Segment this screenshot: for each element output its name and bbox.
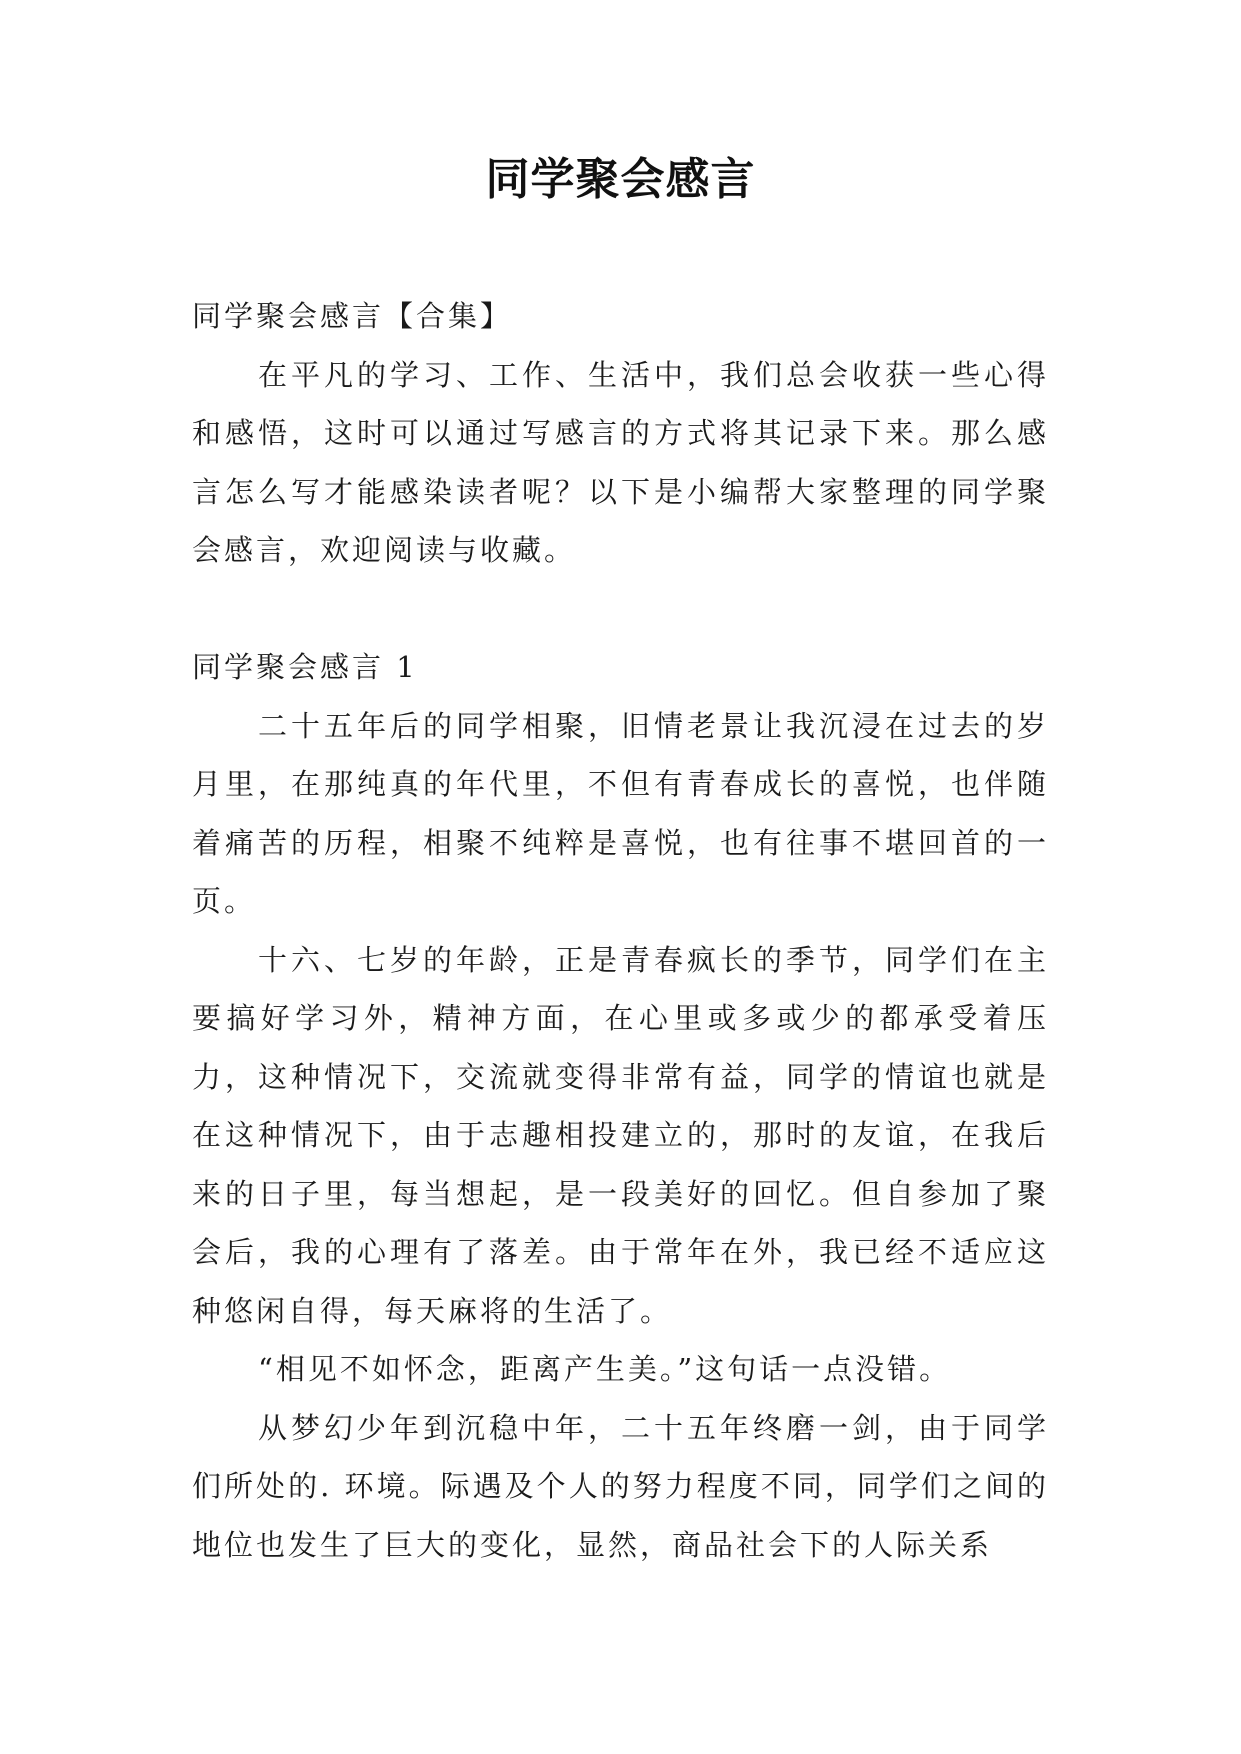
document-body <box>192 287 1049 1574</box>
collection-subtitle: 同学聚会感言【合集】 <box>192 299 513 333</box>
intro-paragraph: 在平凡的学习、工作、生活中，我们总会收获一些心得和感悟，这时可以通过写感言的方式将其记录下来。那么感言怎么写才能感染读者呢？以下是小编帮大家整理的同学聚会感言，欢迎阅读与收藏。 <box>192 357 1049 567</box>
body-paragraph: 从梦幻少年到沉稳中年，二十五年终磨一剑，由于同学们所处的. 环境。际遇及个人的努力程度不同，同学们之间的地位也发生了巨大的变化，显然，商品社会下的人际关系 <box>192 1410 1049 1562</box>
section-gap <box>192 580 1049 639</box>
body-paragraph: 二十五年后的同学相聚，旧情老景让我沉浸在过去的岁月里，在那纯真的年代里，不但有青春成长的喜悦，也伴随着痛苦的历程，相聚不纯粹是喜悦，也有往事不堪回首的一页。 <box>192 708 1049 918</box>
body-paragraph: 十六、七岁的年龄，正是青春疯长的季节，同学们在主要搞好学习外，精神方面，在心里或多或少的都承受着压力，这种情况下，交流就变得非常有益，同学的情谊也就是在这种情况下，由于志趣相投建立的，那时的友谊，在我后来的日子里，每当想起，是一段美好的回忆。但自参加了聚会后，我的心理有了落差。由于常年在外，我已经不适应这种悠闲自得，每天麻将的生活了。 <box>192 942 1049 1328</box>
section-heading: 同学聚会感言 1 <box>192 650 418 684</box>
quote-paragraph: “相见不如怀念，距离产生美。”这句话一点没错。 <box>258 1352 952 1386</box>
document-title: 同学聚会感言 <box>485 154 756 205</box>
